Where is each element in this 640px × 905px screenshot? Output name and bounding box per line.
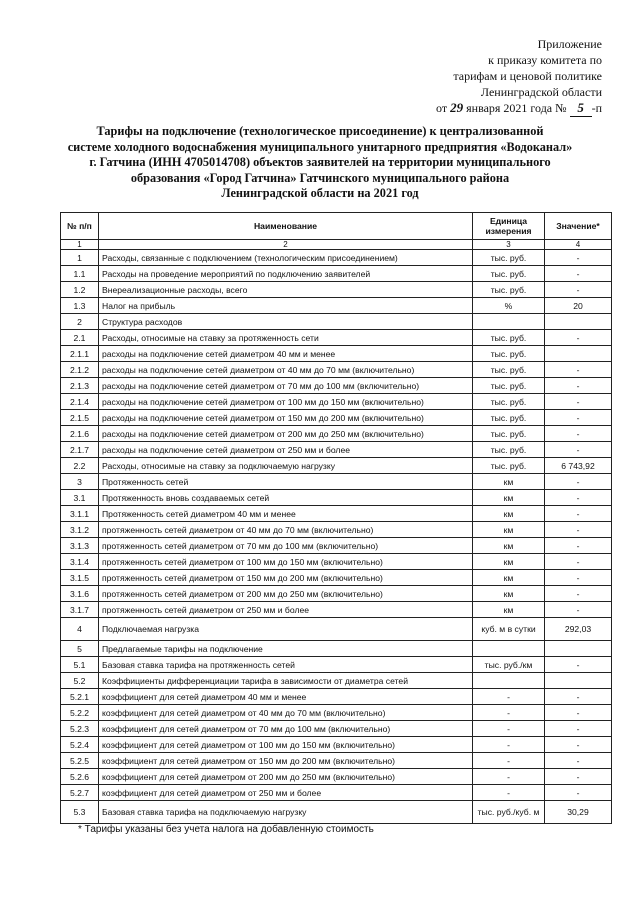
row-value: - xyxy=(545,282,612,298)
row-number: 5.2.4 xyxy=(61,737,99,753)
row-name: Расходы, относимые на ставку за протяженность сети xyxy=(99,330,473,346)
row-unit: тыс. руб. xyxy=(473,410,545,426)
row-name: расходы на подключение сетей диаметром от 40 мм до 70 мм (включительно) xyxy=(99,362,473,378)
date-middle: января 2021 года № xyxy=(466,101,567,115)
table-row xyxy=(61,426,612,442)
row-unit: тыс. руб. xyxy=(473,282,545,298)
row-number: 3.1.3 xyxy=(61,538,99,554)
table-row xyxy=(61,570,612,586)
table-row xyxy=(61,673,612,689)
row-number: 3.1.6 xyxy=(61,586,99,602)
row-name: Налог на прибыль xyxy=(99,298,473,314)
handwritten-order-number: 5 xyxy=(570,100,592,117)
row-name: Базовая ставка тарифа на протяженность сетей xyxy=(99,657,473,673)
row-number: 2.1.5 xyxy=(61,410,99,426)
row-number: 1.3 xyxy=(61,298,99,314)
row-name: расходы на подключение сетей диаметром от 70 мм до 100 мм (включительно) xyxy=(99,378,473,394)
row-unit xyxy=(473,641,545,657)
row-name: протяженность сетей диаметром от 200 мм до 250 мм (включительно) xyxy=(99,586,473,602)
row-value: - xyxy=(545,474,612,490)
row-number: 3.1.1 xyxy=(61,506,99,522)
table-row xyxy=(61,250,612,266)
row-number: 5.3 xyxy=(61,801,99,824)
row-unit: км xyxy=(473,506,545,522)
row-value: - xyxy=(545,705,612,721)
row-number: 5.2.7 xyxy=(61,785,99,801)
row-unit: тыс. руб. xyxy=(473,346,545,362)
row-name: коэффициент для сетей диаметром от 250 мм и более xyxy=(99,785,473,801)
table-row xyxy=(61,641,612,657)
row-number: 5.1 xyxy=(61,657,99,673)
row-value xyxy=(545,641,612,657)
row-name: Протяженность сетей xyxy=(99,474,473,490)
order-suffix: -п xyxy=(591,101,602,115)
row-number: 2.1.7 xyxy=(61,442,99,458)
table-row xyxy=(61,554,612,570)
row-name: протяженность сетей диаметром от 40 мм до 70 мм (включительно) xyxy=(99,522,473,538)
header-name: Наименование xyxy=(99,213,473,240)
table-row xyxy=(61,689,612,705)
column-index-row xyxy=(61,240,612,250)
row-name: Протяженность вновь создаваемых сетей xyxy=(99,490,473,506)
title-line: Ленинградской области на 2021 год xyxy=(221,186,419,200)
row-name: коэффициент для сетей диаметром от 100 мм до 150 мм (включительно) xyxy=(99,737,473,753)
row-unit: тыс. руб. xyxy=(473,250,545,266)
column-index: 1 xyxy=(61,240,99,250)
table-row xyxy=(61,330,612,346)
table-row xyxy=(61,266,612,282)
row-number: 4 xyxy=(61,618,99,641)
row-unit: тыс. руб. xyxy=(473,330,545,346)
row-unit: тыс. руб. xyxy=(473,426,545,442)
row-name: коэффициент для сетей диаметром от 150 мм до 200 мм (включительно) xyxy=(99,753,473,769)
row-number: 1.1 xyxy=(61,266,99,282)
row-number: 3.1.2 xyxy=(61,522,99,538)
row-value: - xyxy=(545,378,612,394)
row-value: 292,03 xyxy=(545,618,612,641)
row-value: - xyxy=(545,394,612,410)
row-name: расходы на подключение сетей диаметром от 200 мм до 250 мм (включительно) xyxy=(99,426,473,442)
row-value: - xyxy=(545,426,612,442)
row-name: коэффициент для сетей диаметром от 40 мм до 70 мм (включительно) xyxy=(99,705,473,721)
row-value: - xyxy=(545,410,612,426)
table-row xyxy=(61,362,612,378)
row-unit: тыс. руб. xyxy=(473,266,545,282)
row-number: 2.1.1 xyxy=(61,346,99,362)
table-row xyxy=(61,801,612,824)
row-unit: км xyxy=(473,586,545,602)
row-unit: - xyxy=(473,785,545,801)
appendix-line: Ленинградской области xyxy=(480,85,602,99)
table-row xyxy=(61,298,612,314)
row-name: расходы на подключение сетей диаметром от 100 мм до 150 мм (включительно) xyxy=(99,394,473,410)
row-name: Предлагаемые тарифы на подключение xyxy=(99,641,473,657)
row-number: 3.1.5 xyxy=(61,570,99,586)
row-number: 5 xyxy=(61,641,99,657)
row-name: расходы на подключение сетей диаметром 40 мм и менее xyxy=(99,346,473,362)
row-number: 5.2.5 xyxy=(61,753,99,769)
row-value: - xyxy=(545,721,612,737)
document-title xyxy=(50,124,590,202)
row-name: Расходы, относимые на ставку за подключаемую нагрузку xyxy=(99,458,473,474)
row-unit: тыс. руб. xyxy=(473,442,545,458)
row-name: расходы на подключение сетей диаметром от 150 мм до 200 мм (включительно) xyxy=(99,410,473,426)
row-number: 3.1.4 xyxy=(61,554,99,570)
row-unit: - xyxy=(473,737,545,753)
row-number: 3.1.7 xyxy=(61,602,99,618)
table-row xyxy=(61,458,612,474)
row-unit: куб. м в сутки xyxy=(473,618,545,641)
row-value: - xyxy=(545,442,612,458)
row-name: Протяженность сетей диаметром 40 мм и менее xyxy=(99,506,473,522)
row-number: 5.2 xyxy=(61,673,99,689)
row-number: 5.2.3 xyxy=(61,721,99,737)
footnote: * Тарифы указаны без учета налога на добавленную стоимость xyxy=(78,824,374,835)
row-value: - xyxy=(545,522,612,538)
row-unit xyxy=(473,314,545,330)
row-unit: тыс. руб. xyxy=(473,394,545,410)
row-value: - xyxy=(545,737,612,753)
row-number: 2.1.2 xyxy=(61,362,99,378)
table-row xyxy=(61,586,612,602)
row-value: - xyxy=(545,554,612,570)
row-number: 5.2.2 xyxy=(61,705,99,721)
appendix-line: к приказу комитета по xyxy=(488,53,602,67)
row-number: 5.2.1 xyxy=(61,689,99,705)
row-number: 1 xyxy=(61,250,99,266)
row-name: коэффициент для сетей диаметром 40 мм и менее xyxy=(99,689,473,705)
table-row xyxy=(61,657,612,673)
date-prefix: от xyxy=(436,101,448,115)
appendix-line: Приложение xyxy=(537,37,602,51)
row-value: - xyxy=(545,506,612,522)
row-unit: тыс. руб./км xyxy=(473,657,545,673)
table-row xyxy=(61,769,612,785)
row-value xyxy=(545,314,612,330)
row-value: 20 xyxy=(545,298,612,314)
row-unit: - xyxy=(473,705,545,721)
row-value: 6 743,92 xyxy=(545,458,612,474)
row-number: 2 xyxy=(61,314,99,330)
tariff-table xyxy=(60,212,612,824)
row-unit: тыс. руб./куб. м xyxy=(473,801,545,824)
row-value: - xyxy=(545,330,612,346)
handwritten-day: 29 xyxy=(450,100,464,115)
row-name: Расходы, связанные с подключением (технологическим присоединением) xyxy=(99,250,473,266)
row-name: Структура расходов xyxy=(99,314,473,330)
title-line: системе холодного водоснабжения муниципального унитарного предприятия «Водоканал» xyxy=(67,139,573,154)
table-row xyxy=(61,705,612,721)
row-name: Подключаемая нагрузка xyxy=(99,618,473,641)
row-number: 2.1.4 xyxy=(61,394,99,410)
appendix-line: тарифам и ценовой политике xyxy=(453,69,602,83)
table-header-row xyxy=(61,213,612,240)
row-unit: - xyxy=(473,721,545,737)
row-unit: % xyxy=(473,298,545,314)
row-unit: - xyxy=(473,769,545,785)
row-name: протяженность сетей диаметром от 100 мм до 150 мм (включительно) xyxy=(99,554,473,570)
table-row xyxy=(61,378,612,394)
row-number: 2.1.6 xyxy=(61,426,99,442)
row-unit: км xyxy=(473,474,545,490)
row-name: Внереализационные расходы, всего xyxy=(99,282,473,298)
row-value: - xyxy=(545,753,612,769)
table-row xyxy=(61,442,612,458)
table-row xyxy=(61,721,612,737)
table-row xyxy=(61,506,612,522)
title-line: образования «Город Гатчина» Гатчинского муниципального района xyxy=(130,170,510,185)
table-row xyxy=(61,410,612,426)
table-row xyxy=(61,522,612,538)
row-value: - xyxy=(545,586,612,602)
table-row xyxy=(61,282,612,298)
row-unit: км xyxy=(473,538,545,554)
row-unit: тыс. руб. xyxy=(473,458,545,474)
title-line: Тарифы на подключение (технологическое присоединение) к централизованной xyxy=(96,124,544,138)
row-value: - xyxy=(545,657,612,673)
table-row xyxy=(61,314,612,330)
row-number: 2.2 xyxy=(61,458,99,474)
row-number: 3 xyxy=(61,474,99,490)
row-value: - xyxy=(545,570,612,586)
row-number: 2.1 xyxy=(61,330,99,346)
header-value: Значение* xyxy=(545,213,612,240)
row-value: - xyxy=(545,538,612,554)
row-value: - xyxy=(545,785,612,801)
row-value: - xyxy=(545,490,612,506)
appendix-date-line xyxy=(362,100,602,117)
table-row xyxy=(61,490,612,506)
row-unit: км xyxy=(473,490,545,506)
row-value: - xyxy=(545,362,612,378)
table-row xyxy=(61,737,612,753)
row-unit: км xyxy=(473,602,545,618)
row-value: - xyxy=(545,602,612,618)
header-unit: Единица измерения xyxy=(473,213,545,240)
row-name: протяженность сетей диаметром от 150 мм до 200 мм (включительно) xyxy=(99,570,473,586)
appendix-block xyxy=(362,36,602,117)
row-name: расходы на подключение сетей диаметром от 250 мм и более xyxy=(99,442,473,458)
row-value xyxy=(545,346,612,362)
row-number: 1.2 xyxy=(61,282,99,298)
row-number: 5.2.6 xyxy=(61,769,99,785)
row-name: протяженность сетей диаметром от 250 мм и более xyxy=(99,602,473,618)
row-name: коэффициент для сетей диаметром от 200 мм до 250 мм (включительно) xyxy=(99,769,473,785)
row-value xyxy=(545,673,612,689)
row-name: Базовая ставка тарифа на подключаемую нагрузку xyxy=(99,801,473,824)
row-value: - xyxy=(545,769,612,785)
table-row xyxy=(61,394,612,410)
table-row xyxy=(61,538,612,554)
row-unit: км xyxy=(473,570,545,586)
row-value: - xyxy=(545,689,612,705)
row-value: - xyxy=(545,250,612,266)
row-value: 30,29 xyxy=(545,801,612,824)
column-index: 4 xyxy=(545,240,612,250)
row-value: - xyxy=(545,266,612,282)
row-unit: - xyxy=(473,753,545,769)
row-number: 2.1.3 xyxy=(61,378,99,394)
row-unit xyxy=(473,673,545,689)
row-name: коэффициент для сетей диаметром от 70 мм до 100 мм (включительно) xyxy=(99,721,473,737)
title-line: г. Гатчина (ИНН 4705014708) объектов заявителей на территории муниципального xyxy=(89,155,551,169)
row-unit: тыс. руб. xyxy=(473,362,545,378)
row-unit: - xyxy=(473,689,545,705)
column-index: 3 xyxy=(473,240,545,250)
row-name: Расходы на проведение мероприятий по подключению заявителей xyxy=(99,266,473,282)
row-name: Коэффициенты дифференциации тарифа в зависимости от диаметра сетей xyxy=(99,673,473,689)
table-row xyxy=(61,474,612,490)
table-row xyxy=(61,346,612,362)
column-index: 2 xyxy=(99,240,473,250)
row-unit: км xyxy=(473,522,545,538)
row-number: 3.1 xyxy=(61,490,99,506)
row-unit: тыс. руб. xyxy=(473,378,545,394)
table-row xyxy=(61,602,612,618)
row-name: протяженность сетей диаметром от 70 мм до 100 мм (включительно) xyxy=(99,538,473,554)
header-no: № п/п xyxy=(61,213,99,240)
table-row xyxy=(61,618,612,641)
table-row xyxy=(61,753,612,769)
row-unit: км xyxy=(473,554,545,570)
table-body xyxy=(61,240,612,824)
table-row xyxy=(61,785,612,801)
